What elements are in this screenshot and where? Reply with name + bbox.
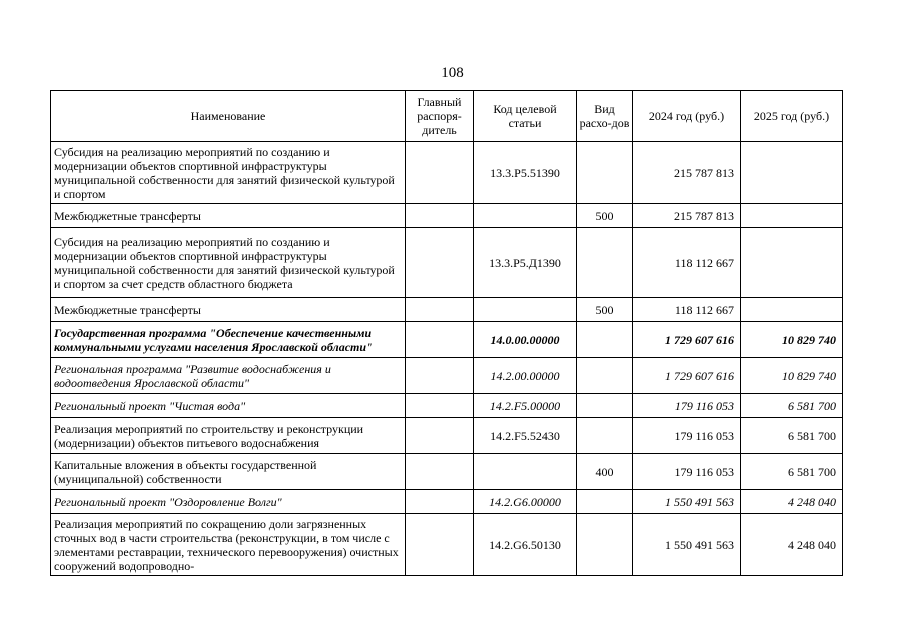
row-2025: 6 581 700 [741,454,843,490]
table-row [51,418,843,454]
row-name: Государственная программа "Обеспечение качественными коммунальными услугами населения Ярославской области" [51,322,406,358]
row-name: Реализация мероприятий по сокращению доли загрязненных сточных вод в части строительства (реконструкции, в том числе с элементами реставрации, технического перевооружения) очистных сооружений водопроводно- [51,514,406,576]
row-2025: 6 581 700 [741,394,843,418]
row-type [577,394,633,418]
row-code [474,454,577,490]
row-2025: 4 248 040 [741,490,843,514]
row-code: 13.3.P5.51390 [474,142,577,204]
table-row [51,358,843,394]
row-admin [406,514,474,576]
row-code: 13.3.P5.Д1390 [474,228,577,298]
row-name: Субсидия на реализацию мероприятий по созданию и модернизации объектов спортивной инфраструктуры муниципальной собственности для занятий физической культурой и спортом за счет средств областного бюджета [51,228,406,298]
row-admin [406,228,474,298]
row-code [474,298,577,322]
row-2025: 10 829 740 [741,358,843,394]
header-2024: 2024 год (руб.) [633,91,741,142]
header-admin: Главный распоря-дитель [406,91,474,142]
row-type [577,322,633,358]
page-number: 108 [441,65,464,81]
row-admin [406,142,474,204]
row-2025: 10 829 740 [741,322,843,358]
row-2024: 118 112 667 [633,228,741,298]
table-header-row [51,91,843,142]
row-name: Региональная программа "Развитие водоснабжения и водоотведения Ярославской области" [51,358,406,394]
table-row [51,514,843,576]
row-code: 14.0.00.00000 [474,322,577,358]
row-name: Капитальные вложения в объекты государственной (муниципальной) собственности [51,454,406,490]
row-code [474,204,577,228]
row-2024: 179 116 053 [633,394,741,418]
row-name: Реализация мероприятий по строительству и реконструкции (модернизации) объектов питьевого водоснабжения [51,418,406,454]
row-type: 500 [577,204,633,228]
row-2024: 1 550 491 563 [633,490,741,514]
row-code: 14.2.00.00000 [474,358,577,394]
row-name: Региональный проект "Чистая вода" [51,394,406,418]
row-type [577,490,633,514]
table-row [51,454,843,490]
table-row [51,322,843,358]
row-2024: 215 787 813 [633,142,741,204]
row-2025: 6 581 700 [741,418,843,454]
row-2024: 179 116 053 [633,454,741,490]
row-type [577,418,633,454]
row-type [577,228,633,298]
row-type: 400 [577,454,633,490]
header-code: Код целевой статьи [474,91,577,142]
row-admin [406,418,474,454]
table-row [51,394,843,418]
table-row [51,142,843,204]
row-admin [406,322,474,358]
row-2025: 4 248 040 [741,514,843,576]
row-code: 14.2.F5.52430 [474,418,577,454]
header-type: Вид расхо-дов [577,91,633,142]
row-name: Межбюджетные трансферты [51,204,406,228]
row-2025 [741,228,843,298]
row-admin [406,454,474,490]
row-2025 [741,298,843,322]
table-row [51,298,843,322]
row-admin [406,394,474,418]
row-2024: 215 787 813 [633,204,741,228]
row-2024: 1 729 607 616 [633,322,741,358]
table-row [51,204,843,228]
row-code: 14.2.G6.00000 [474,490,577,514]
row-code: 14.2.F5.00000 [474,394,577,418]
table-row [51,490,843,514]
table-row [51,228,843,298]
row-2025 [741,204,843,228]
header-2025: 2025 год (руб.) [741,91,843,142]
row-type [577,514,633,576]
row-admin [406,204,474,228]
row-2024: 1 550 491 563 [633,514,741,576]
row-type: 500 [577,298,633,322]
row-code: 14.2.G6.50130 [474,514,577,576]
row-2024: 179 116 053 [633,418,741,454]
row-2024: 1 729 607 616 [633,358,741,394]
row-admin [406,358,474,394]
row-admin [406,298,474,322]
row-2024: 118 112 667 [633,298,741,322]
row-2025 [741,142,843,204]
row-name: Субсидия на реализацию мероприятий по созданию и модернизации объектов спортивной инфраструктуры муниципальной собственности для занятий физической культурой и спортом [51,142,406,204]
row-type [577,358,633,394]
budget-table [50,90,843,576]
row-admin [406,490,474,514]
row-type [577,142,633,204]
header-name: Наименование [51,91,406,142]
row-name: Межбюджетные трансферты [51,298,406,322]
row-name: Региональный проект "Оздоровление Волги" [51,490,406,514]
